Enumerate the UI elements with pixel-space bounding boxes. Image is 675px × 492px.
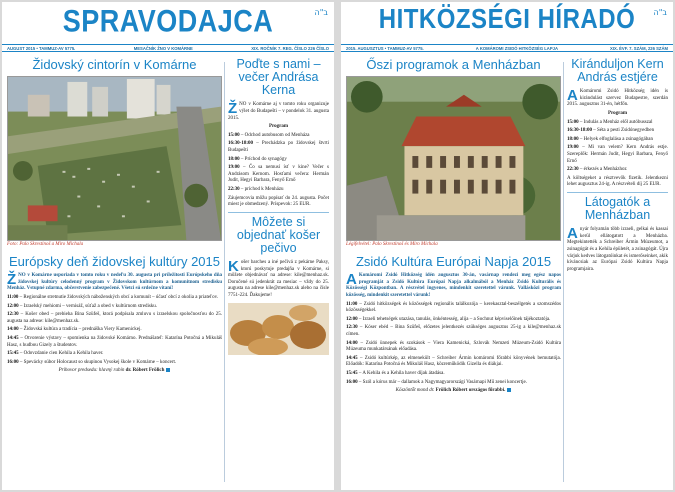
divider: [567, 192, 668, 193]
article-kosher-body: K ošer barches a iné pečivá z pekárne Paksy, ktorú poskytuje predajňa v Komárne, si môžete objednávať na adrese: kile@menhaz.sk. Doručené sú jedenkrát za mesiac – vždy do 25. augusta na adrese kile@menhaz.sk alebo na čísle 7751-224. Ďakujeme!: [228, 258, 329, 299]
column-divider: [224, 62, 225, 482]
article-intro: Komáromi Zsidó Hitközség idén augusztus 30-án, vasárnap rendezi meg egész napos programját a Zsidó Kultúra Európai Napja alkalmából a Menház Zsidó Kulturális és Közösségi Központban. A részvétel ingyenes, mindenkit szeretettel várunk. Vallásközi program közösség, mindenkit szeretettel várunk!: [346, 273, 561, 299]
issue-publication: A KOMÁROMI ZSIDÓ HITKÖZSÉG LAPJA: [475, 45, 558, 51]
dropcap: A: [567, 225, 578, 243]
program-item: 22:30 – érkezés a Menházhoz: [567, 167, 627, 173]
article-culture-day-title: Zsidó Kultúra Európai Napja 2015: [355, 253, 552, 269]
program-description: príchod k Menházu: [244, 186, 284, 192]
side-column: [228, 58, 329, 355]
program-description: Príchod do synagógy: [244, 156, 287, 162]
article-cemetery-title: Židovský cintorín v Komárne: [32, 57, 197, 72]
program-item: 16:30-18:00 – Séta a pesti Zsidónegyedben: [567, 128, 655, 134]
program-item: 14:45 – Zsidó kultúrkép, az elmenekült – Schreiber Ármin komáromi főrabbi könyvének bemutatója. Előadók: Katarína Potočná és Mikuláš Hasz, közreműködik Gizella és diákjai.: [346, 355, 561, 368]
program-description: Zsidó hitközségek és közösségek regionális találkozója – kerekasztal-beszélgetés a szomszédos közösségekkel.: [346, 301, 562, 314]
program-description: érkezés a Menházhoz: [583, 167, 627, 173]
program-item: 14:00 – Židovská kultúra a tradícia – prednáška Viery Kamenickej.: [7, 327, 142, 333]
end-mark-icon: [507, 388, 511, 392]
article-visitors-body: A nyár folyamán több izraeli, gelkai és kassai kerül ellátogatott a Menházba. Megtekintették a Schreiber Ármin Múzeumot, a zsinagógát és a Kehila épületét, a zsinagógát. Újra várjuk kedves látogatóinkat és ismerőseinket, akik kíváncsiak az Európai Zsidó Kultúra Napja programjaira.: [567, 225, 668, 272]
article-excursion-body: A Komáromi Zsidó Hitközség idén is kirándulást szervez Budapestre, szerdán 2015. augusztus 31-én, hétfőn. Program 15:00 – Indulás a Menház elől autóbusszal 16:30-18:00 – Séta a pesti Zsidónegyedben 18:00 – Helyek elfoglalása a zsinagógában 19:00 – Mi van velem? Kern András estje. Szereplők: Hermán Judit, Hegyi Barbara, Fenyő Ernő 22:30 – érkezés a Menházhoz A költségeket a résztvevők fizetik. Jelentkezni lehet augusztus 24-ig. A részvételi díj 25 EUR.: [567, 87, 668, 188]
program-description: Otvorenie výstavy – spomienka na židovské Komárno. Prednášateľ: Katarína Potočná a Mikuláš Hasz, s hudbou Gizely a študentov.: [7, 336, 223, 348]
hebrew-tag: ב"ה: [653, 8, 667, 17]
issue-bar: [2, 44, 334, 52]
program-time: 14:00: [7, 327, 19, 333]
issue-number: XIX. ÉVF. 7. SZÁM, 226 SZÁM: [610, 45, 668, 51]
program-time: 19:00: [567, 145, 579, 151]
program-time: 15:45: [346, 371, 358, 376]
program-description: Prechádzka po židovskej štvrti Budapešti: [228, 141, 329, 153]
issue-date: AUGUST 2015 • TAMMUZ-AV 5775.: [7, 45, 76, 51]
dropcap: A: [346, 271, 357, 289]
side-column: [567, 58, 668, 275]
program-item: 15:45 – Odovzdanie cien Kehila a Kehila haver.: [7, 351, 104, 357]
program-time: 12:30: [346, 325, 358, 331]
program-description: Helyek elfoglalása a zsinagógában: [583, 136, 653, 142]
article-note: A költségeket a résztvevők fizetik. Jelentkezni lehet augusztus 24-ig. A részvételi díj 25 EUR.: [567, 175, 668, 188]
dropcap: A: [567, 87, 578, 105]
program-time: 16:30-18:00: [567, 128, 592, 134]
menhaz-aerial-photo: [346, 76, 561, 241]
issue-number: XIX. ROČNÍK 7. REG. ČÍSLO 226 ČÍSLO: [251, 45, 329, 51]
program-time: 22:30: [228, 186, 240, 192]
program-list: [7, 295, 222, 366]
article-excursion-title: Kiránduljon Kern András estjére: [571, 57, 664, 85]
program-time: 12:30: [7, 312, 19, 318]
program-list: [567, 120, 668, 174]
program-description: Kóser ebéd – Bina Szüfeš, előzetes jelentkezés szükséges augusztus 25-ig a kile@menhaz.sk címen.: [346, 325, 562, 338]
program-item: 18:00 – Helyek elfoglalása a zsinagógában: [567, 136, 653, 142]
masthead: [2, 2, 334, 44]
program-time: 11:00: [346, 301, 358, 307]
program-description: Čo sa nemusí ísť v kine? Večer s Andrásom Kernom. Hosťami večera: Hermán Judit, Hegyi Barbara, Fenyő Ernő: [228, 165, 329, 184]
program-item: 19:00 – Čo sa nemusí ísť v kine? Večer s Andrásom Kernom. Hosťami večera: Hermán Judit, Hegyi Barbara, Fenyő Ernő: [228, 165, 329, 184]
program-time: 15:00: [228, 132, 240, 138]
program-time: 16:00: [346, 379, 358, 385]
program-item: 11:00 – Regionálne stretnutie židovských náboženských obcí a komunít – účasť obcí z okolia a priateľov.: [7, 295, 219, 301]
program-item: 12:30 – Kóser ebéd – Bina Szüfeš, előzetes jelentkezés szükséges augusztus 25-ig a kile@menhaz.sk címen.: [346, 325, 562, 338]
program-description: Zsidó ünnepek és szokások – Viera Kamenická, Szlovák Nemzeti Múzeum-Zsidó Kultúra Múzeuma munkatársának előadása.: [346, 340, 561, 353]
program-list: [346, 302, 561, 387]
program-description: Odovzdanie cien Kehila a Kehila haver.: [23, 351, 104, 357]
program-time: 14:45: [7, 336, 19, 342]
photo-caption: Foto: Palo Skrestinoš a Miro Michala: [7, 241, 84, 247]
program-description: Mi van velem? Kern András estje. Szereplők: Hermán Judit, Hegyi Barbara, Fenyő Ernő: [567, 145, 668, 164]
program-description: Zsidó kultúrkép, az elmenekült – Schreiber Ármin komáromi főrabbi könyvének bemutatója. Előadók: Katarína Potočná és Mikuláš Hasz, közreműködik Gizella és diákjai.: [346, 355, 561, 368]
hebrew-tag: ב"ה: [314, 8, 328, 17]
program-item: 12:00 – Izraelský mehiomi – vernisáž, súťaž a obed v kultúrnom stredisku.: [7, 303, 158, 309]
program-item: 22:30 – príchod k Menházu: [228, 186, 284, 192]
program-item: 16:30-18:00 – Prechádzka po židovskej štvrti Budapešti: [228, 141, 329, 153]
program-item: 16:00 – Szól a kórus már – dallamok a Nagymagyarországi Vasárnapi Mű zenei koncertje.: [346, 379, 527, 385]
cemetery-aerial-photo: [7, 76, 222, 241]
program-item: 18:00 – Príchod do synagógy: [228, 156, 287, 162]
program-description: Izraelský mehiomi – vernisáž, súťaž a obed v kultúrnom stredisku.: [23, 303, 158, 309]
program-time: 11:00: [7, 295, 19, 301]
program-item: 12:00 – Izraeli tehetségek utazása, tanulás, önkéntesség, alija – a Sochnut képviselőinek tájékoztatója.: [346, 316, 551, 322]
program-label: Program: [268, 124, 289, 130]
program-item: 19:00 – Mi van velem? Kern András estje. Szereplők: Hermán Judit, Hegyi Barbara, Fenyő Ernő: [567, 145, 668, 164]
program-time: 18:00: [228, 156, 240, 162]
article-kern-body: Ž NO v Komárne aj v tomto roku organizuje výlet do Budapešti – v pondelok 31. augusta 2015. Program 15:00 – Odchod autobusom od Menháza 16:30-18:00 – Prechádzka po židovskej štvrti Budapešti 18:00 – Príchod do synagógy 19:00 – Čo sa nemusí ísť v kine? Večer s Andrásom Kernom. Hosťami večera: Hermán Judit, Hegyi Barbara, Fenyő Ernő 22:30 – príchod k Menházu Záujemcovia môžu popísať do 24. augusta. Počet miest je obmedzený. Príspevok: 25 EUR.: [228, 100, 329, 208]
program-time: 15:45: [7, 351, 19, 357]
main-column: [7, 58, 222, 375]
dropcap: Ž: [228, 100, 238, 118]
divider: [228, 212, 329, 213]
program-item: 15:45 – A Kehila és a Kehila haver díjak átadása.: [346, 371, 445, 376]
program-description: Izraeli tehetségek utazása, tanulás, önkéntesség, alija – a Sochnut képviselőinek tájékoztatója.: [362, 316, 551, 322]
program-item: 14:45 – Otvorenie výstavy – spomienka na židovské Komárno. Prednášateľ: Katarína Potočná a Mikuláš Hasz, s hudbou Gizely a študentov.: [7, 336, 223, 348]
program-list: [228, 133, 329, 194]
issue-bar: [341, 44, 673, 52]
program-description: Séta a pesti Zsidónegyedben: [597, 128, 655, 134]
program-time: 16:00: [7, 359, 19, 365]
program-item: 15:00 – Indulás a Menház elől autóbusszal: [567, 119, 653, 125]
program-description: Szól a kórus már – dallamok a Nagymagyarországi Vasárnapi Mű zenei koncertje.: [362, 379, 527, 385]
program-time: 19:00: [228, 165, 240, 171]
signoff: Köszöntőt mond dr. Frölich Róbert országos főrabbi.: [346, 388, 561, 395]
article-jewish-culture-day-title: Európsky deň židovskej kultúry 2015: [8, 253, 220, 269]
page-right-hungarian: [341, 2, 673, 490]
article-culture-day-body: [346, 273, 561, 395]
program-description: Regionálne stretnutie židovských náboženských obcí a komunít – účasť obcí z okolia a priateľov.: [23, 295, 219, 301]
masthead: [341, 2, 673, 44]
program-item: 11:00 – Zsidó hitközségek és közösségek regionális találkozója – kerekasztal-beszélgetés a szomszédos közösségekkel.: [346, 301, 562, 314]
program-item: 15:00 – Odchod autobusom od Menháza: [228, 132, 310, 138]
article-autumn-programs-title: Őszi programok a Menházban: [366, 57, 541, 72]
article-jewish-culture-day-body: [7, 273, 222, 375]
program-item: 12:30 – Košer obed – prebieha Bina Szüfeš, ktorá podpísala zmluvu s izraelskou spoločnosťou do 25. augusta na adrese: kile@menhaz.sk.: [7, 312, 222, 324]
program-item: 16:00 – Spevácky súbor Holocaust so skupinou Vysokej škole v Komárne – koncert.: [7, 359, 177, 365]
program-time: 16:30-18:00: [228, 141, 253, 147]
program-time: 14:45: [346, 355, 358, 361]
program-item: 14:00 – Zsidó ünnepek és szokások – Viera Kamenická, Szlovák Nemzeti Múzeum-Zsidó Kultúra Múzeuma munkatársának előadása.: [346, 340, 561, 353]
program-description: Odchod autobusom od Menháza: [244, 132, 310, 138]
article-kern-title: Poďte s nami – večer Andrása Kerna: [236, 57, 321, 98]
article-intro: NO v Komárne usporiada v tomto roku v nedeľu 30. augusta pri príležitosti Európskeho dňa židovskej kultúry celodenný program v Židovskom kultúrnom a komunitnom stredisku Menház. Vstupné zdarma, občerstvenie zabezpečené. Všetci sú srdečne vítaní!: [7, 273, 222, 292]
dropcap: K: [228, 258, 239, 276]
program-time: 12:00: [346, 316, 358, 322]
program-time: 14:00: [346, 340, 358, 346]
program-time: 15:00: [567, 119, 579, 125]
program-time: 18:00: [567, 136, 579, 142]
program-label: Program: [607, 111, 628, 117]
page-left-slovak: [2, 2, 334, 490]
program-time: 12:00: [7, 303, 19, 309]
issue-publication: MESAČNÍK ŽNO V KOMÁRNE: [133, 45, 193, 51]
pastry-photo: [228, 303, 329, 355]
masthead-title: SPRAVODAJCA: [62, 3, 274, 39]
dropcap: Ž: [7, 271, 17, 289]
program-description: Košer obed – prebieha Bina Szüfeš, ktorá podpísala zmluvu s izraelskou spoločnosťou do 25. augusta na adrese: kile@menhaz.sk.: [7, 312, 222, 324]
masthead-title: HITKÖZSÉGI HÍRADÓ: [378, 3, 636, 35]
program-time: 22:30: [567, 167, 579, 173]
end-mark-icon: [166, 368, 170, 372]
program-description: Spevácky súbor Holocaust so skupinou Vysokej škole v Komárne – koncert.: [23, 359, 177, 365]
main-column: [346, 58, 561, 395]
program-description: Židovská kultúra a tradícia – prednáška Viery Kamenickej.: [23, 327, 142, 333]
photo-caption: Légifelvétel: Palo Skrestinoš és Miro Michala: [346, 241, 438, 247]
column-divider: [563, 62, 564, 482]
article-kosher-title: Môžete si objednať košer pečivo: [236, 214, 321, 255]
issue-date: 2015. AUGUSZTUS • TAMMUZ-AV 5775.: [346, 45, 424, 51]
program-description: A Kehila és a Kehila haver díjak átadása.: [362, 371, 445, 376]
program-description: Indulás a Menház elől autóbusszal: [583, 119, 653, 125]
article-note: Záujemcovia môžu popísať do 24. augusta. Počet miest je obmedzený. Príspevok: 25 EUR.: [228, 195, 329, 208]
article-visitors-title: Látogatók a Menházban: [584, 194, 651, 223]
signoff: Prihovor predsedu: hlavný rabín dr. Róbert Frölich: [7, 368, 222, 375]
